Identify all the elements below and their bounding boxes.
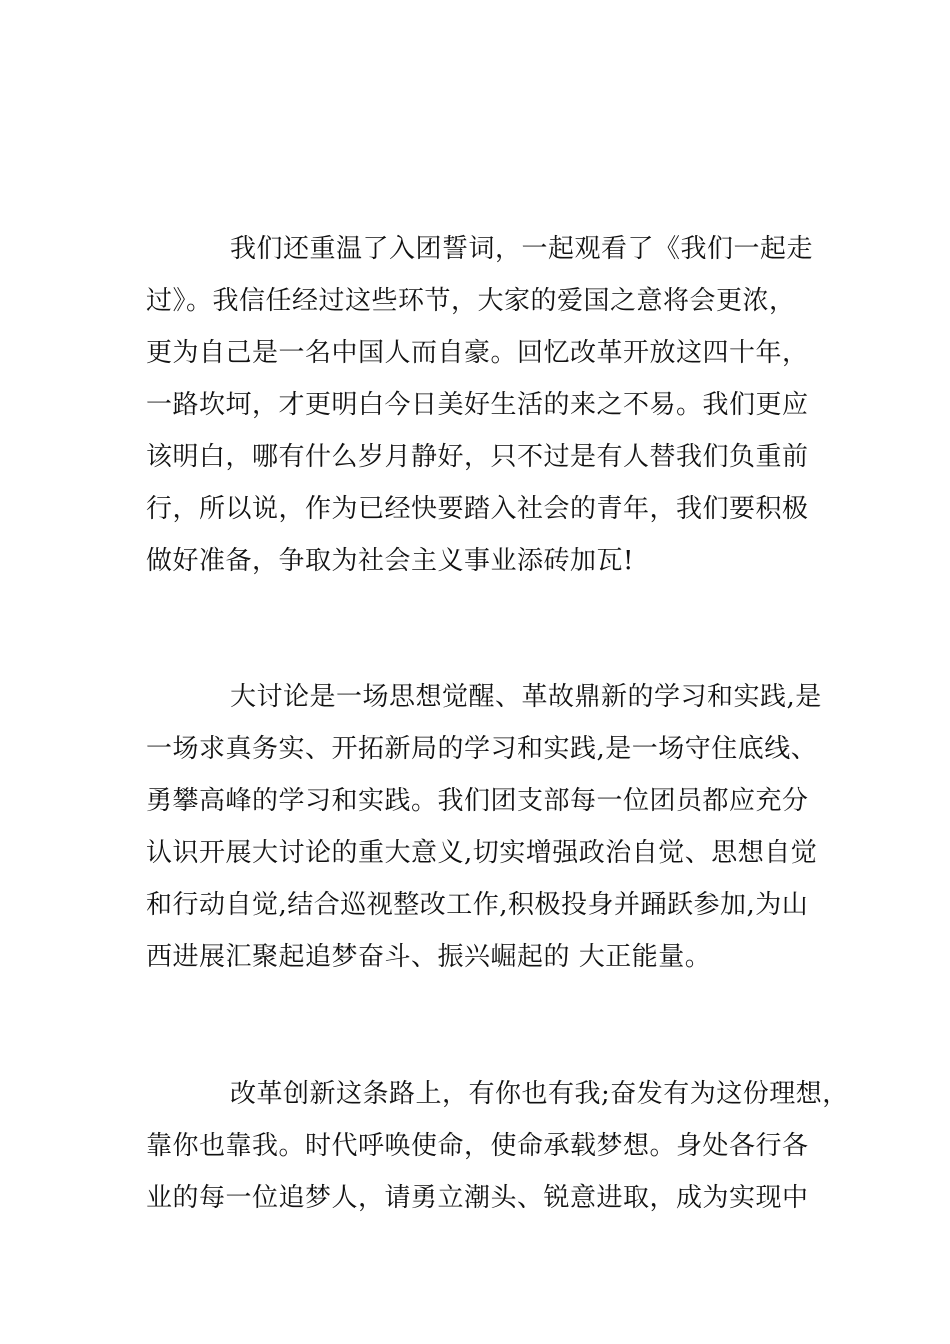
paragraph-line: 该明白，哪有什么岁月静好，只不过是有人替我们负重前 bbox=[146, 442, 809, 472]
paragraph-2 bbox=[146, 671, 826, 983]
paragraph-line: 一路坎坷，才更明白今日美好生活的来之不易。我们更应 bbox=[146, 390, 809, 420]
paragraph-line: 我们还重温了入团誓词，一起观看了《我们一起走 bbox=[230, 234, 814, 264]
paragraph-line: 业的每一位追梦人，请勇立潮头、锐意进取，成为实现中 bbox=[146, 1183, 809, 1213]
paragraph-line: 做好准备，争取为社会主义事业添砖加瓦! bbox=[146, 546, 634, 576]
paragraph-line: 和行动自觉,结合巡视整改工作,积极投身并踊跃参加,为山 bbox=[146, 890, 809, 920]
paragraph-3 bbox=[146, 1068, 849, 1224]
paragraph-1 bbox=[146, 223, 826, 587]
paragraph-line: 过》。我信任经过这些环节，大家的爱国之意将会更浓， bbox=[146, 286, 796, 316]
paragraph-line: 行，所以说，作为已经快要踏入社会的青年，我们要积极 bbox=[146, 494, 809, 524]
paragraph-line: 大讨论是一场思想觉醒、革故鼎新的学习和实践,是 bbox=[230, 682, 822, 712]
paragraph-line: 认识开展大讨论的重大意义,切实增强政治自觉、思想自觉 bbox=[146, 838, 818, 868]
paragraph-line: 改革创新这条路上，有你也有我;奋发有为这份理想， bbox=[230, 1079, 849, 1109]
paragraph-line: 更为自己是一名中国人而自豪。回忆改革开放这四十年， bbox=[146, 338, 809, 368]
paragraph-line: 西进展汇聚起追梦奋斗、振兴崛起的 大正能量。 bbox=[146, 942, 712, 972]
paragraph-line: 靠你也靠我。时代呼唤使命，使命承载梦想。身处各行各 bbox=[146, 1131, 809, 1161]
paragraph-line: 一场求真务实、开拓新局的学习和实践,是一场守住底线、 bbox=[146, 734, 818, 764]
paragraph-line: 勇攀高峰的学习和实践。我们团支部每一位团员都应充分 bbox=[146, 786, 809, 816]
